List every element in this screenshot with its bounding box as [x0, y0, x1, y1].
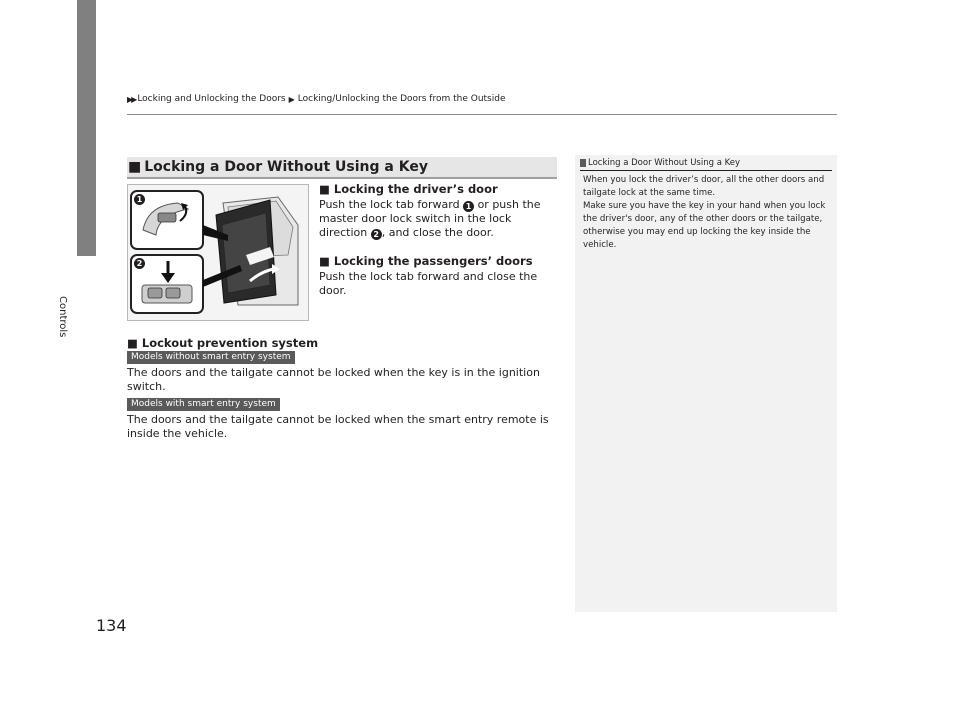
note-divider [580, 170, 832, 171]
square-bullet-icon: ■ [319, 254, 330, 268]
drivers-door-heading: ■ Locking the driver’s door [319, 182, 498, 196]
lockout-heading: ■ Lockout prevention system [127, 336, 319, 350]
breadcrumb [127, 94, 506, 104]
square-bullet-icon: ■ [128, 159, 142, 175]
note-body [583, 174, 831, 252]
callout-1-badge: 1 [134, 194, 145, 205]
breadcrumb-item-outside[interactable]: Locking/Unlocking the Doors from the Outside [297, 94, 506, 104]
chapter-label: Controls [57, 296, 68, 338]
lockout-text-without-smart-entry: The doors and the tailgate cannot be locked when the key is in the ignition switch. [127, 366, 540, 393]
breadcrumb-item-doors[interactable]: Locking and Unlocking the Doors [137, 94, 286, 104]
door-lock-illustration [127, 184, 309, 321]
breadcrumb-separator-icon: ▶ [288, 94, 295, 104]
drivers-door-text: Push the lock tab forward 1 or push the master door lock switch in the lock direction 2 , and close the door. [319, 198, 541, 239]
callout-2-badge: 2 [134, 258, 145, 269]
note-heading: Locking a Door Without Using a Key [580, 158, 740, 168]
passengers-doors-text: Push the lock tab forward and close the door. [319, 270, 538, 297]
note-paragraph: Make sure you have the key in your hand when you lock the driver's door, any of the other doors or the tailgate, otherwise you may end up locking the key inside the vehicle. [583, 201, 826, 250]
breadcrumb-arrow-icon: ▶▶ [127, 94, 136, 104]
model-tag-without-smart-entry: Models without smart entry system [127, 351, 295, 364]
section-heading [127, 157, 557, 179]
note-paragraph: When you lock the driver’s door, all the other doors and tailgate lock at the same time. [583, 175, 825, 198]
step-2-badge: 2 [371, 229, 382, 240]
chapter-tab [77, 0, 96, 256]
page-number: 134 [96, 616, 127, 635]
door-lock-drawing [128, 185, 308, 320]
section-heading-text: Locking a Door Without Using a Key [144, 159, 428, 175]
passengers-doors-heading: ■ Locking the passengers’ doors [319, 254, 533, 268]
square-bullet-icon: ■ [319, 182, 330, 196]
model-tag-with-smart-entry: Models with smart entry system [127, 398, 280, 411]
square-bullet-icon: ■ [127, 336, 138, 350]
header-divider [127, 114, 837, 115]
note-icon [580, 159, 586, 167]
lockout-text-with-smart-entry: The doors and the tailgate cannot be locked when the smart entry remote is inside the vehicle. [127, 413, 549, 440]
step-1-badge: 1 [463, 201, 474, 212]
